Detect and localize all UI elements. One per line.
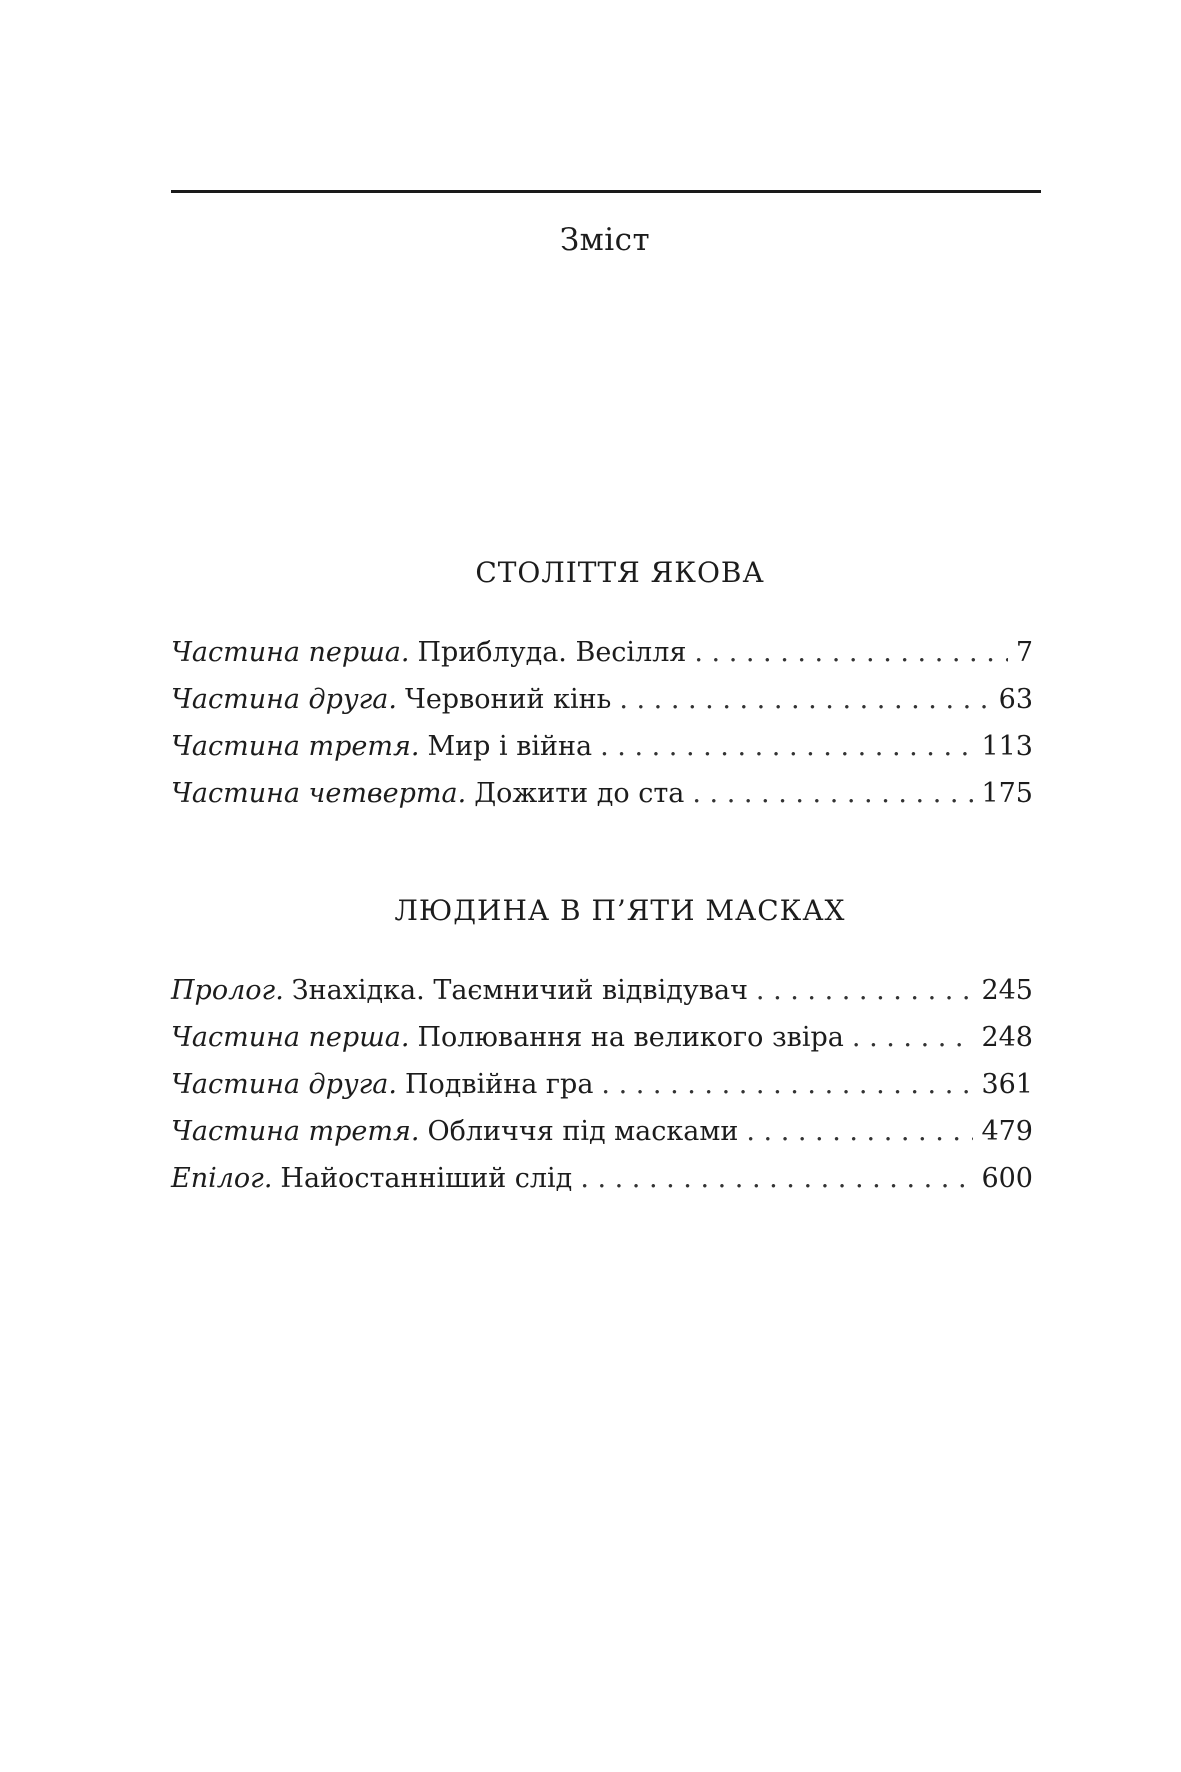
- toc-section-liudyna-v-piaty-maskakh: [171, 891, 1033, 1202]
- toc-entry[interactable]: [171, 1108, 1033, 1155]
- chapter-title: Приблуда. Весілля: [417, 637, 687, 668]
- page-number: 248: [981, 1022, 1033, 1053]
- chapter-title: Обличчя під масками: [427, 1116, 739, 1147]
- page-number: 245: [981, 975, 1033, 1006]
- dot-leader: [619, 676, 990, 723]
- page-number: 361: [981, 1069, 1033, 1100]
- chapter-title: Червоний кінь: [404, 684, 612, 715]
- dot-leader: [756, 967, 974, 1014]
- dot-leader: [746, 1108, 973, 1155]
- page-number: 7: [1015, 637, 1033, 668]
- dot-leader: [580, 1155, 973, 1202]
- chapter-title: Полювання на великого звіра: [417, 1022, 844, 1053]
- dot-leader: [600, 723, 973, 770]
- dot-leader: [694, 629, 1007, 676]
- dot-leader: [601, 1061, 973, 1108]
- part-label: Частина друга.: [171, 684, 397, 715]
- part-label: Пролог.: [171, 975, 284, 1006]
- part-label: Епілог.: [171, 1163, 273, 1194]
- toc-entry[interactable]: [171, 770, 1033, 817]
- toc-entry[interactable]: [171, 676, 1033, 723]
- toc-entry[interactable]: [171, 1155, 1033, 1202]
- dot-leader: [692, 770, 973, 817]
- page-number: 175: [981, 778, 1033, 809]
- part-label: Частина друга.: [171, 1069, 397, 1100]
- section-title: СТОЛІТТЯ ЯКОВА: [475, 556, 765, 589]
- section-title: ЛЮДИНА В П’ЯТИ МАСКАХ: [394, 894, 846, 927]
- toc-list: [171, 629, 1033, 817]
- toc-entry[interactable]: [171, 1014, 1033, 1061]
- dot-leader: [852, 1014, 974, 1061]
- page-number: 600: [981, 1163, 1033, 1194]
- part-label: Частина четверта.: [171, 778, 467, 809]
- part-label: Частина перша.: [171, 1022, 410, 1053]
- part-label: Частина третя.: [171, 1116, 420, 1147]
- toc-entry[interactable]: [171, 723, 1033, 770]
- toc-list: [171, 967, 1033, 1202]
- part-label: Частина третя.: [171, 731, 420, 762]
- page-title: Зміст: [559, 222, 651, 258]
- chapter-title: Мир і війна: [427, 731, 593, 762]
- header-rule: [171, 190, 1041, 193]
- chapter-title: Найостанніший слід: [280, 1163, 573, 1194]
- page-number: 63: [998, 684, 1033, 715]
- page-number: 479: [981, 1116, 1033, 1147]
- toc-entry[interactable]: [171, 1061, 1033, 1108]
- chapter-title: Подвійна гра: [404, 1069, 594, 1100]
- chapter-title: Знахідка. Таємничий відвідувач: [291, 975, 748, 1006]
- page-number: 113: [981, 731, 1033, 762]
- toc-entry[interactable]: [171, 629, 1033, 676]
- toc-entry[interactable]: [171, 967, 1033, 1014]
- toc-section-stolittia-yakova: [171, 553, 1033, 817]
- chapter-title: Дожити до ста: [474, 778, 685, 809]
- part-label: Частина перша.: [171, 637, 410, 668]
